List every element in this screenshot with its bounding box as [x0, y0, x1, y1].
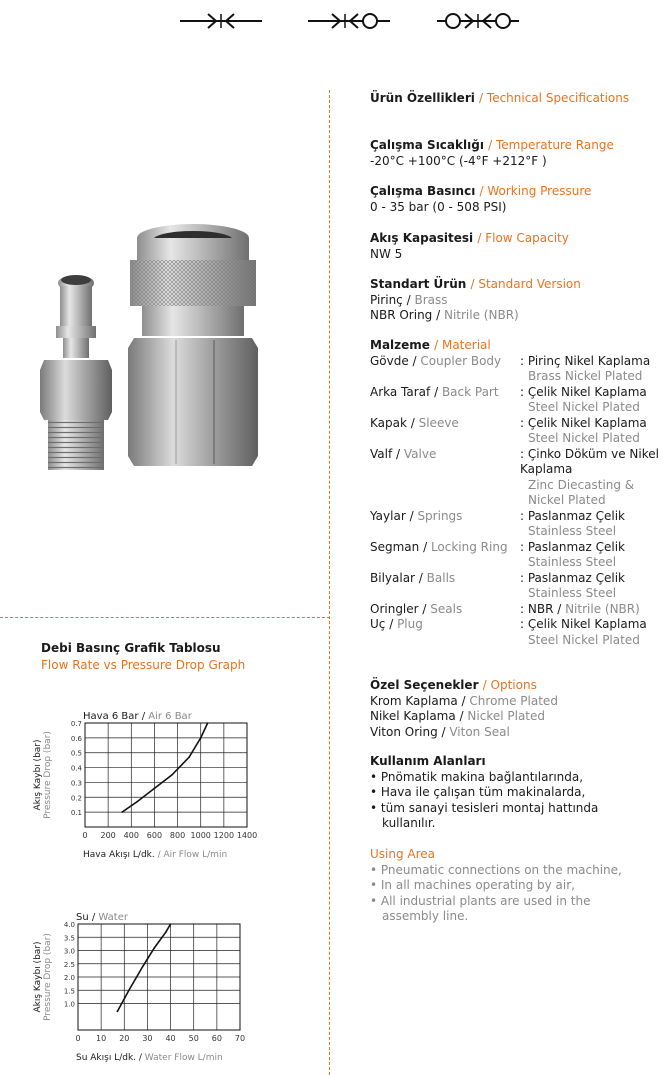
usage-item: • tüm sanayi tesisleri montaj hattında kullanılır.: [370, 800, 599, 830]
usage-en-section: [370, 847, 640, 925]
material-label-en: Springs: [417, 508, 463, 523]
usage-en-title: Using Area: [370, 847, 436, 861]
x-tick-label: 70: [234, 1034, 246, 1043]
options-section: [370, 678, 558, 740]
x-tick-label: 1000: [190, 831, 211, 840]
material-value-en: Steel Nickel Plated: [528, 431, 640, 445]
y-axis-label: [33, 731, 53, 819]
material-row: [370, 617, 660, 648]
material-value-en: Nitrile (NBR): [561, 601, 640, 616]
material-label-en: Sleeve: [418, 415, 459, 430]
usage-item: • Hava ile çalışan tüm makinalarda,: [370, 785, 586, 799]
material-label-tr: Valf /: [370, 446, 404, 461]
material-label-en: Locking Ring: [430, 539, 508, 554]
material-value: [520, 416, 660, 447]
data-point: [188, 756, 190, 758]
y-tick-label: 2.5: [63, 960, 75, 969]
material-label-en: Seals: [430, 601, 463, 616]
usage-item: • In all machines operating by air,: [370, 878, 575, 892]
usage-item: • All industrial plants are used in the assembly line.: [370, 893, 591, 923]
material-value-tr: : NBR /: [520, 601, 562, 616]
spec-title-tr: Ürün Özellikleri: [370, 91, 475, 105]
pressure-spec: [370, 184, 591, 215]
x-tick-label: 40: [165, 1034, 176, 1043]
spec-title: [370, 91, 629, 107]
material-value-en: Brass Nickel Plated: [528, 369, 643, 383]
option-en: Nickel Plated: [467, 709, 545, 723]
material-row: [370, 385, 660, 416]
pressure-value: 0 - 35 bar (0 - 508 PSI): [370, 199, 507, 214]
x-axis-label-en: / Air Flow L/min: [157, 850, 228, 860]
connector-symbol-1-icon: [178, 10, 264, 32]
option-tr: Viton Oring /: [370, 724, 450, 739]
graph-title-en: Flow Rate vs Pressure Drop Graph: [41, 658, 246, 672]
y-tick-label: 3.0: [63, 947, 75, 956]
pressure-label: Çalışma Basıncı: [370, 184, 476, 198]
usage-tr-list: [370, 770, 640, 832]
option-en: Chrome Plated: [469, 693, 558, 708]
material-value-en: Stainless Steel: [528, 524, 617, 538]
x-axis-label: [83, 850, 227, 860]
material-row: [370, 540, 660, 571]
material-row: [370, 354, 660, 385]
water-flow-chart: [28, 906, 268, 1066]
x-axis-label-en: Water Flow L/min: [144, 1053, 223, 1063]
chart-frame: [85, 723, 247, 827]
x-tick-label: 600: [146, 831, 163, 840]
option-tr: Krom Kaplama /: [370, 693, 470, 708]
y-tick-label: 3.5: [63, 934, 75, 943]
material-label: [370, 602, 520, 618]
air-flow-chart: [28, 703, 268, 868]
material-value-en: Stainless Steel: [528, 586, 617, 600]
chart-title-tr: Su /: [76, 912, 99, 923]
pressure-label-en: / Working Pressure: [479, 184, 592, 198]
x-tick-label: 60: [211, 1034, 222, 1043]
material-value-en: Steel Nickel Plated: [528, 400, 640, 414]
chart-title-tr: Hava 6 Bar /: [83, 711, 149, 722]
chart-title-en: Air 6 Bar: [148, 711, 192, 722]
material-value-en: Zinc Diecasting & Nickel Plated: [528, 477, 635, 507]
material-value-tr: : Pirinç Nikel Kaplama: [520, 353, 651, 368]
data-point: [136, 801, 138, 803]
material-label-tr: Yaylar /: [370, 508, 418, 523]
flow-label-en: / Flow Capacity: [477, 231, 569, 245]
usage-tr-section: [370, 754, 640, 832]
standard-line2-en: Nitrile (NBR): [443, 308, 519, 322]
material-row: [370, 509, 660, 540]
chart-title: [76, 912, 129, 923]
material-value-tr: : Paslanmaz Çelik: [520, 570, 625, 585]
material-value-tr: : Çelik Nikel Kaplama: [520, 384, 647, 399]
x-tick-label: 50: [188, 1034, 199, 1043]
usage-item: • Pneumatic connections on the machine,: [370, 862, 622, 877]
x-tick-label: 0: [82, 831, 88, 840]
material-value-tr: : Çinko Döküm ve Nikel Kaplama: [520, 446, 659, 476]
data-point: [117, 1011, 119, 1013]
material-value: [520, 540, 660, 571]
data-point: [128, 989, 130, 991]
options-title-en: / Options: [482, 678, 537, 692]
chart-title-en: Water: [98, 912, 128, 923]
material-value-tr: : Paslanmaz Çelik: [520, 539, 625, 554]
option-en: Viton Seal: [449, 724, 510, 739]
material-row: [370, 447, 660, 509]
material-label-tr: Segman /: [370, 539, 431, 554]
x-tick-label: 20: [119, 1034, 130, 1043]
material-label: [370, 447, 520, 509]
y-axis-label: [33, 933, 53, 1021]
x-tick-label: 400: [123, 831, 139, 840]
material-label: [370, 416, 520, 447]
material-label: [370, 617, 520, 648]
y-tick-label: 0.5: [70, 749, 82, 758]
options-rows: [370, 694, 558, 741]
x-axis-label-tr: Su Akışı L/dk. /: [76, 1053, 145, 1063]
product-photo: [30, 220, 290, 490]
temperature-label: Çalışma Sıcaklığı: [370, 138, 484, 152]
material-value-tr: : Paslanmaz Çelik: [520, 508, 625, 523]
options-title: Özel Seçenekler: [370, 678, 479, 692]
y-tick-label: 0.2: [70, 794, 82, 803]
connector-symbol-2-icon: [306, 10, 392, 32]
material-value-tr: : Çelik Nikel Kaplama: [520, 617, 647, 631]
option-tr: Nikel Kaplama /: [370, 709, 468, 723]
material-label-tr: Oringler /: [370, 601, 431, 616]
material-value: [520, 509, 660, 540]
material-label-tr: Gövde /: [370, 353, 421, 368]
y-tick-label: 1.5: [63, 987, 75, 996]
material-value: [520, 385, 660, 416]
material-label-en: Plug: [397, 617, 423, 631]
x-tick-label: 30: [142, 1034, 153, 1043]
data-point: [154, 947, 156, 949]
x-tick-label: 200: [100, 831, 116, 840]
data-point: [171, 774, 173, 776]
x-tick-label: 1200: [213, 831, 235, 840]
y-axis-label-en: Pressure Drop (bar): [43, 933, 53, 1021]
material-label: [370, 571, 520, 602]
temperature-spec: [370, 138, 614, 169]
option-row: [370, 725, 558, 741]
y-tick-label: 0.1: [70, 809, 82, 818]
material-label-tr: Bilyalar /: [370, 570, 427, 585]
material-value: [520, 447, 660, 509]
data-point: [165, 931, 167, 933]
material-value-tr: : Çelik Nikel Kaplama: [520, 415, 647, 430]
material-label-tr: Arka Taraf /: [370, 384, 442, 399]
vertical-divider: [329, 90, 330, 1075]
y-axis-label-tr: Akış Kaybı (bar): [33, 941, 43, 1013]
material-rows: [370, 354, 660, 649]
material-row: [370, 571, 660, 602]
usage-item: • Pnömatik makina bağlantılarında,: [370, 769, 584, 784]
material-label: [370, 540, 520, 571]
standard-line1: Pirinç /: [370, 292, 411, 307]
material-label-tr: Uç /: [370, 617, 398, 631]
material-label-en: Coupler Body: [420, 353, 502, 368]
standard-label: Standart Ürün: [370, 277, 467, 291]
material-row: [370, 602, 660, 618]
x-tick-label: 800: [169, 831, 186, 840]
flow-label: Akış Kapasitesi: [370, 231, 474, 245]
spec-title-en: / Technical Specifications: [479, 91, 630, 105]
data-point: [207, 722, 209, 724]
material-label-en: Back Part: [441, 384, 499, 399]
material-value: [520, 571, 660, 602]
chart-title: [83, 711, 193, 722]
y-axis-label-en: Pressure Drop (bar): [43, 731, 53, 819]
y-tick-label: 1.0: [63, 1000, 75, 1009]
standard-line2: NBR Oring /: [370, 308, 441, 322]
data-point: [142, 966, 144, 968]
material-title: Malzeme: [370, 338, 430, 352]
y-tick-label: 0.6: [70, 734, 82, 743]
y-axis-label-tr: Akış Kaybı (bar): [33, 739, 43, 811]
material-title-en: / Material: [434, 338, 491, 352]
material-value-en: Steel Nickel Plated: [528, 632, 640, 647]
connector-symbol-3-icon: [435, 10, 521, 32]
y-tick-label: 0.4: [70, 764, 82, 773]
y-tick-label: 0.7: [70, 720, 82, 728]
temperature-value: -20°C +100°C (-4°F +212°F ): [370, 153, 547, 168]
standard-line1-en: Brass: [414, 292, 448, 307]
flow-value: NW 5: [370, 246, 403, 261]
material-label: [370, 385, 520, 416]
temperature-label-en: / Temperature Range: [488, 138, 614, 152]
data-point: [154, 788, 156, 790]
usage-tr-title: Kullanım Alanları: [370, 754, 486, 768]
material-label-tr: Kapak /: [370, 415, 419, 430]
graph-section-title: [41, 640, 245, 674]
y-tick-label: 0.3: [70, 779, 82, 788]
x-tick-label: 1400: [236, 831, 258, 840]
material-section: [370, 338, 660, 648]
flow-spec: [370, 231, 569, 262]
y-tick-label: 4.0: [63, 921, 75, 929]
material-row: [370, 416, 660, 447]
material-label-en: Valve: [403, 446, 437, 461]
option-row: [370, 709, 558, 725]
data-point: [121, 811, 123, 813]
x-axis-label-tr: Hava Akışı L/dk.: [83, 850, 158, 860]
material-label: [370, 509, 520, 540]
y-tick-label: 2.0: [63, 974, 75, 982]
standard-label-en: / Standard Version: [470, 277, 581, 291]
x-axis-label: [76, 1053, 223, 1063]
material-value: [520, 617, 660, 648]
option-row: [370, 694, 558, 710]
graph-title-tr: Debi Basınç Grafik Tablosu: [41, 641, 221, 655]
horizontal-divider: [0, 617, 330, 618]
standard-spec: [370, 277, 581, 324]
x-tick-label: 10: [96, 1034, 107, 1043]
material-value: [520, 354, 660, 385]
material-label: [370, 354, 520, 385]
material-label-en: Balls: [426, 570, 456, 585]
data-point: [170, 923, 172, 925]
material-value: [520, 602, 660, 618]
x-tick-label: 0: [75, 1034, 81, 1043]
usage-en-list: [370, 863, 640, 925]
material-value-en: Stainless Steel: [528, 555, 617, 569]
data-point: [200, 737, 202, 739]
